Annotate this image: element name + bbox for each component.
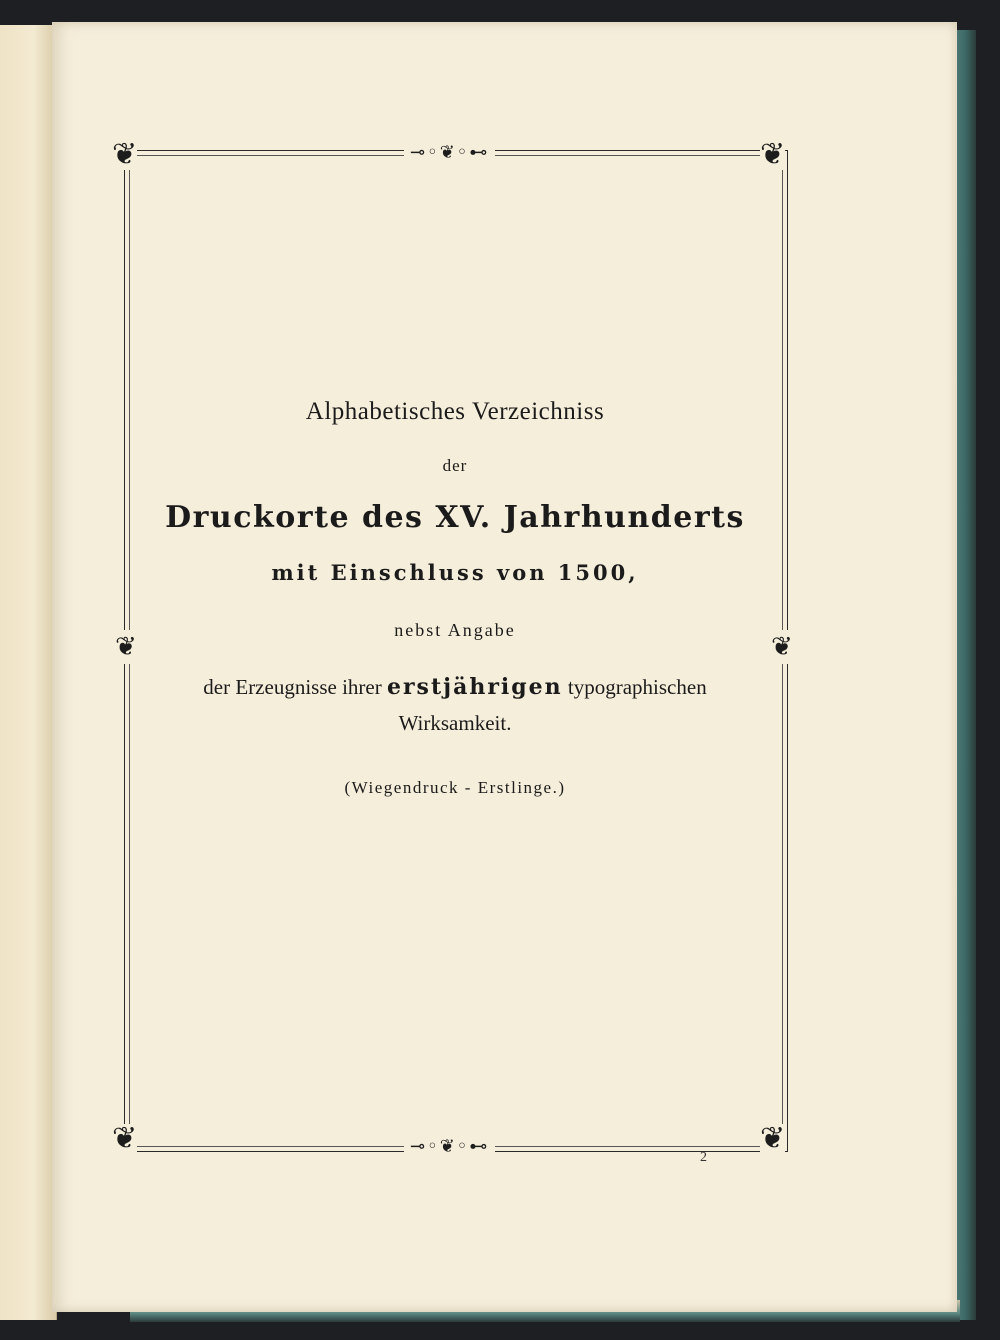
corner-fleuron-icon: ❦ (112, 137, 138, 172)
title-line-5: nebst Angabe (394, 620, 516, 640)
title-line-6 (130, 674, 780, 700)
bottom-center-ornament-icon: ⊸◦❦◦⊷ (404, 1138, 495, 1156)
title-line-6-post: typographischen (562, 675, 707, 699)
title-line-6-emphasis: erstjährigen (386, 674, 563, 700)
page-number: 2 (700, 1150, 707, 1165)
title-line-7: Wirksamkeit. (398, 711, 512, 735)
title-main-heading: Druckorte des XV. Jahrhunderts (165, 500, 745, 535)
title-parenthetical: (Wiegendruck - Erstlinge.) (344, 778, 566, 797)
corner-fleuron-icon: ❦ (760, 1121, 786, 1156)
right-side-ornament-icon: ❦ (771, 632, 793, 662)
ornamental-frame-inner (129, 155, 783, 1147)
title-line-2: der (442, 456, 468, 475)
title-subheading: mit Einschluss von 1500, (271, 560, 639, 585)
title-line-1: Alphabetisches Verzeichniss (305, 398, 605, 425)
title-line-6-pre: der Erzeugnisse ihrer (203, 675, 387, 699)
left-side-ornament-icon: ❦ (115, 632, 137, 662)
corner-fleuron-icon: ❦ (760, 137, 786, 172)
top-center-ornament-icon: ⊸◦❦◦⊷ (404, 144, 495, 162)
corner-fleuron-icon: ❦ (112, 1121, 138, 1156)
previous-page-edge (0, 25, 57, 1320)
